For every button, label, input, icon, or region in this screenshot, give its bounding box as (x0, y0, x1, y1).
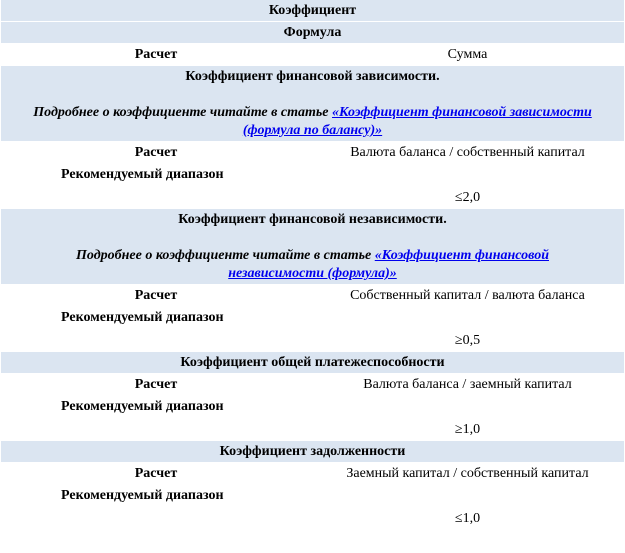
section-1-range-label: Рекомендуемый диапазон (61, 167, 224, 182)
section-2-note (1, 247, 624, 283)
section-4-header: Коэффициент задолженности (1, 441, 624, 463)
header-calc-label: Расчет (134, 47, 178, 62)
section-1-range-value: ≤2,0 (454, 190, 481, 205)
section-3-calc-label: Расчет (134, 377, 178, 392)
section-1-note (1, 104, 624, 140)
header-row (1, 44, 624, 66)
section-1-calc-label: Расчет (134, 145, 178, 160)
section-2-header (1, 209, 624, 285)
section-3-range-row (1, 396, 624, 441)
header-coefficient: Коэффициент (1, 0, 624, 22)
section-2-range-value: ≥0,5 (454, 333, 481, 348)
section-3-range-value: ≥1,0 (454, 422, 481, 437)
section-3-calc-row (1, 374, 624, 396)
section-2-calc-label: Расчет (134, 288, 178, 303)
section-3-formula: Валюта баланса / заемный капитал (363, 377, 572, 392)
section-1-header (1, 66, 624, 142)
section-1-range-row (1, 164, 624, 209)
section-2-calc-row (1, 285, 624, 307)
section-4-range-row (1, 485, 624, 530)
section-2-range-row (1, 307, 624, 352)
section-4-calc-row (1, 463, 624, 485)
section-4-formula: Заемный капитал / собственный капитал (346, 466, 589, 481)
section-3-header: Коэффициент общей платежеспособности (1, 352, 624, 374)
section-1-article-link[interactable]: «Коэффициент финансовой зависимости (формула по балансу)» (242, 105, 592, 138)
section-1-note-prefix: Подробнее о коэффициенте читайте в статье (33, 105, 332, 120)
header-sum-label: Сумма (447, 47, 488, 62)
section-1-calc-row (1, 142, 624, 164)
section-1-formula: Валюта баланса / собственный капитал (350, 145, 585, 160)
section-3-range-label: Рекомендуемый диапазон (61, 399, 224, 414)
section-4-calc-label: Расчет (134, 466, 178, 481)
section-4-range-label: Рекомендуемый диапазон (61, 488, 224, 503)
header-formula: Формула (1, 22, 624, 44)
section-1-title: Коэффициент финансовой зависимости. (185, 69, 440, 84)
coefficients-table (1, 0, 624, 530)
section-2-formula: Собственный капитал / валюта баланса (350, 288, 585, 303)
section-2-title: Коэффициент финансовой независимости. (178, 212, 447, 227)
section-2-range-label: Рекомендуемый диапазон (61, 310, 224, 325)
section-2-article-link[interactable]: «Коэффициент финансовой независимости (формула)» (228, 248, 549, 281)
section-4-range-value: ≤1,0 (454, 511, 481, 526)
section-2-note-prefix: Подробнее о коэффициенте читайте в статье (75, 248, 375, 263)
